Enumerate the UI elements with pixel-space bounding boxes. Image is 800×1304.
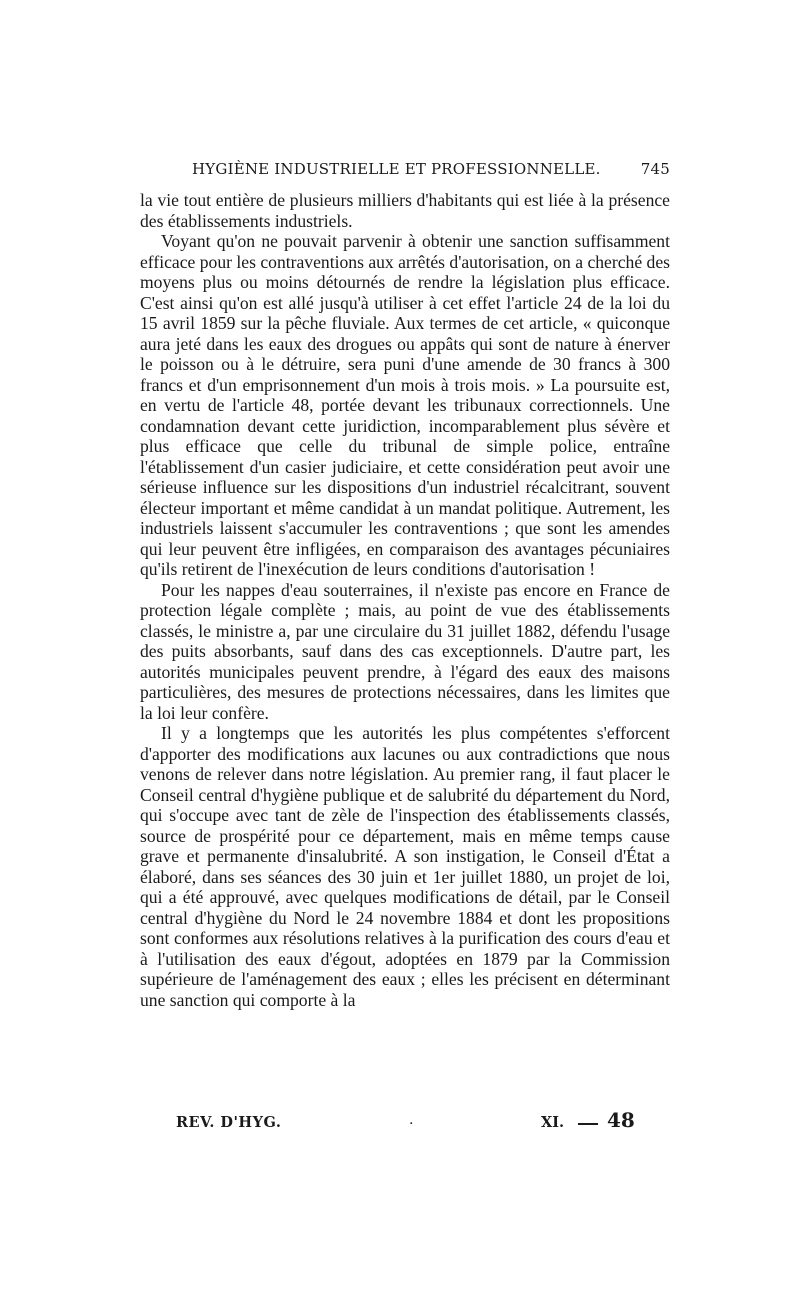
page-footer: [176, 1108, 670, 1138]
running-title: HYGIÈNE INDUSTRIELLE ET PROFESSIONNELLE.: [192, 160, 601, 178]
paragraph-continued: la vie tout entière de plusieurs milliers d'habitants qui est liée à la présence des établissements industriels.: [140, 190, 670, 231]
sheet-number: 48: [607, 1108, 635, 1132]
body-text: [140, 190, 670, 1010]
volume-number: XI.: [541, 1114, 565, 1131]
running-header: [192, 160, 670, 186]
signature-mark: REV. D'HYG.: [176, 1114, 282, 1131]
paragraph: Voyant qu'on ne pouvait parvenir à obtenir une sanction suffisamment efficace pour les contraventions aux arrêtés d'autorisation, on a cherché des moyens plus ou moins détournés de rendre la législation plus efficace. C'est ainsi qu'on est allé jusqu'à utiliser à cet effet l'article 24 de la loi du 15 avril 1859 sur la pêche fluviale. Aux termes de cet article, « quiconque aura jeté dans les eaux des drogues ou appâts qui sont de nature à énerver le poisson ou à le détruire, sera puni d'une amende de 30 francs à 300 francs et d'un emprisonnement d'un mois à trois mois. » La poursuite est, en vertu de l'article 48, portée devant les tribunaux correctionnels. Une condamnation devant cette juridiction, incomparablement plus sévère et plus efficace que celle du tribunal de simple police, entraîne l'établissement d'un casier judiciaire, et cette considération peut avoir une sérieuse influence sur les dispositions d'un industriel récalcitrant, souvent électeur important et même candidat à un mandat politique. Autrement, les industriels laissent s'accumuler les contraventions ; que sont les amendes qui leur peuvent être infligées, en comparaison des avantages pécuniaires qu'ils retirent de l'inexécution de leurs conditions d'autorisation !: [140, 231, 670, 579]
paragraph: Il y a longtemps que les autorités les plus compétentes s'efforcent d'apporter des modifications aux lacunes ou aux contradictions que nous venons de relever dans notre législation. Au premier rang, il faut placer le Conseil central d'hygiène publique et de salubrité du département du Nord, qui s'occupe avec tant de zèle de l'inspection des établissements classés, source de prospérité pour ce département, mais en même temps cause grave et permanente d'insalubrité. A son instigation, le Conseil d'État a élaboré, dans ses séances des 30 juin et 1er juillet 1880, un projet de loi, qui a été approuvé, avec quelques modifications de détail, par le Conseil central d'hygiène du Nord le 24 novembre 1884 et dont les propositions sont conformes aux résolutions relatives à la purification des cours d'eau et à l'utilisation des eaux d'égout, adoptées en 1879 par la Commission supérieure de l'aménagement des eaux ; elles les précisent en déterminant une sanction qui comporte à la: [140, 723, 670, 1010]
footer-dash: [578, 1123, 598, 1125]
page-number: 745: [640, 160, 670, 178]
paragraph: Pour les nappes d'eau souterraines, il n'existe pas encore en France de protection légale complète ; mais, au point de vue des établissements classés, le ministre a, par une circulaire du 31 juillet 1882, défendu l'usage des puits absorbants, sauf dans des cas exceptionnels. D'autre part, les autorités municipales peuvent prendre, à l'égard des eaux des maisons particulières, des mesures de protections nécessaires, dans les limites que la loi leur confère.: [140, 579, 670, 723]
printer-dot: .: [409, 1112, 414, 1128]
